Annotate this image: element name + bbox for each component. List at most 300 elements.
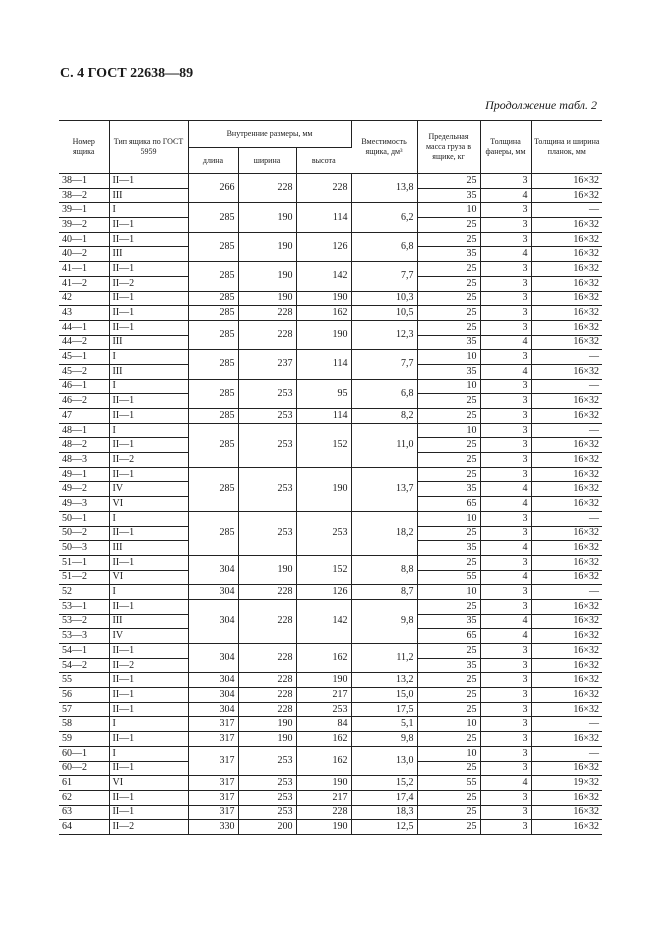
box-number-cell: 39—1 [59,203,109,218]
width-cell: 190 [238,232,296,261]
box-number-cell: 44—1 [59,320,109,335]
slat-size-cell: 16×32 [531,761,602,776]
length-cell: 317 [188,746,238,775]
plywood-cell: 4 [480,614,531,629]
width-cell: 190 [238,717,296,732]
box-number-cell: 53—3 [59,629,109,644]
height-cell: 162 [296,732,351,747]
width-cell: 228 [238,306,296,321]
height-cell: 190 [296,320,351,349]
height-cell: 152 [296,423,351,467]
max-mass-cell: 25 [417,761,480,776]
max-mass-cell: 25 [417,291,480,306]
table-row [59,232,602,247]
plywood-cell: 3 [480,174,531,189]
box-type-cell: II—1 [109,644,188,659]
table-row [59,379,602,394]
plywood-cell: 3 [480,732,531,747]
plywood-cell: 3 [480,276,531,291]
length-cell: 317 [188,732,238,747]
plywood-cell: 3 [480,644,531,659]
plywood-cell: 3 [480,555,531,570]
slat-size-cell: 16×32 [531,702,602,717]
max-mass-cell: 25 [417,276,480,291]
box-type-cell: II—1 [109,174,188,189]
plywood-cell: 3 [480,203,531,218]
box-number-cell: 59 [59,732,109,747]
box-number-cell: 61 [59,776,109,791]
max-mass-cell: 10 [417,203,480,218]
table-row [59,820,602,835]
max-mass-cell: 35 [417,482,480,497]
box-number-cell: 46—1 [59,379,109,394]
width-cell: 228 [238,320,296,349]
plywood-cell: 3 [480,320,531,335]
slat-size-cell: 16×32 [531,570,602,585]
max-mass-cell: 35 [417,614,480,629]
box-type-cell: I [109,585,188,600]
slat-size-cell: 16×32 [531,644,602,659]
box-type-cell: I [109,350,188,365]
max-mass-cell: 25 [417,790,480,805]
table-row [59,702,602,717]
box-number-cell: 45—2 [59,364,109,379]
max-mass-cell: 25 [417,306,480,321]
box-number-cell: 40—2 [59,247,109,262]
box-number-cell: 49—2 [59,482,109,497]
plywood-cell: 3 [480,658,531,673]
height-cell: 217 [296,790,351,805]
width-cell: 253 [238,746,296,775]
slat-size-cell: 16×32 [531,805,602,820]
slat-size-cell: 16×32 [531,820,602,835]
box-type-cell: II—2 [109,820,188,835]
slat-size-cell: 16×32 [531,541,602,556]
slat-size-cell: 16×32 [531,188,602,203]
max-mass-cell: 55 [417,776,480,791]
box-number-cell: 44—2 [59,335,109,350]
slat-size-cell: 16×32 [531,497,602,512]
max-mass-cell: 65 [417,629,480,644]
height-cell: 114 [296,350,351,379]
length-cell: 304 [188,673,238,688]
box-number-cell: 63 [59,805,109,820]
table-row [59,320,602,335]
plywood-cell: 3 [480,702,531,717]
box-type-cell: II—1 [109,702,188,717]
slat-size-cell: 16×32 [531,335,602,350]
box-type-cell: II—1 [109,438,188,453]
plywood-cell: 4 [480,629,531,644]
table-row [59,688,602,703]
box-type-cell: II—1 [109,790,188,805]
box-type-cell: III [109,614,188,629]
box-number-cell: 53—2 [59,614,109,629]
box-number-cell: 54—1 [59,644,109,659]
height-cell: 152 [296,555,351,584]
max-mass-cell: 25 [417,673,480,688]
page-header: С. 4 ГОСТ 22638—89 [60,66,194,81]
width-cell: 253 [238,379,296,408]
plywood-cell: 4 [480,776,531,791]
box-type-cell: II—1 [109,320,188,335]
capacity-cell: 6,8 [351,379,417,408]
capacity-cell: 8,8 [351,555,417,584]
table-row [59,732,602,747]
length-cell: 285 [188,350,238,379]
box-type-cell: II—1 [109,526,188,541]
box-number-cell: 50—3 [59,541,109,556]
box-type-cell: VI [109,570,188,585]
slat-size-cell: — [531,423,602,438]
slat-size-cell: 16×32 [531,732,602,747]
box-number-cell: 45—1 [59,350,109,365]
length-cell: 285 [188,262,238,291]
plywood-cell: 3 [480,790,531,805]
plywood-cell: 3 [480,673,531,688]
box-type-cell: II—1 [109,761,188,776]
capacity-cell: 9,8 [351,732,417,747]
header-box-number: Номер ящика [59,121,109,174]
box-number-cell: 43 [59,306,109,321]
box-number-cell: 64 [59,820,109,835]
max-mass-cell: 10 [417,717,480,732]
max-mass-cell: 25 [417,467,480,482]
width-cell: 190 [238,732,296,747]
box-number-cell: 55 [59,673,109,688]
plywood-cell: 3 [480,306,531,321]
box-number-cell: 51—1 [59,555,109,570]
capacity-cell: 12,3 [351,320,417,349]
box-number-cell: 62 [59,790,109,805]
table-row [59,423,602,438]
max-mass-cell: 55 [417,570,480,585]
box-number-cell: 50—2 [59,526,109,541]
length-cell: 285 [188,232,238,261]
max-mass-cell: 25 [417,732,480,747]
max-mass-cell: 35 [417,335,480,350]
slat-size-cell: 16×32 [531,688,602,703]
box-type-cell: III [109,364,188,379]
box-number-cell: 51—2 [59,570,109,585]
height-cell: 95 [296,379,351,408]
box-type-cell: II—1 [109,688,188,703]
box-type-cell: VI [109,497,188,512]
table-row [59,409,602,424]
width-cell: 237 [238,350,296,379]
table-row [59,350,602,365]
capacity-cell: 18,2 [351,511,417,555]
slat-size-cell: 16×32 [531,790,602,805]
plywood-cell: 4 [480,364,531,379]
width-cell: 253 [238,776,296,791]
box-type-cell: VI [109,776,188,791]
slat-size-cell: 16×32 [531,394,602,409]
slat-size-cell: 16×32 [531,364,602,379]
length-cell: 285 [188,423,238,467]
max-mass-cell: 25 [417,438,480,453]
max-mass-cell: 65 [417,497,480,512]
box-number-cell: 46—2 [59,394,109,409]
slat-size-cell: — [531,511,602,526]
slat-size-cell: 16×32 [531,174,602,189]
plywood-cell: 4 [480,335,531,350]
slat-size-cell: 19×32 [531,776,602,791]
height-cell: 190 [296,673,351,688]
box-number-cell: 41—1 [59,262,109,277]
box-number-cell: 49—3 [59,497,109,512]
box-number-cell: 47 [59,409,109,424]
height-cell: 228 [296,805,351,820]
length-cell: 285 [188,511,238,555]
width-cell: 200 [238,820,296,835]
box-number-cell: 41—2 [59,276,109,291]
width-cell: 253 [238,790,296,805]
length-cell: 266 [188,174,238,203]
box-number-cell: 57 [59,702,109,717]
box-type-cell: II—1 [109,467,188,482]
width-cell: 190 [238,203,296,232]
slat-size-cell: 16×32 [531,320,602,335]
plywood-cell: 3 [480,526,531,541]
table-row [59,746,602,761]
table-row [59,174,602,189]
height-cell: 162 [296,746,351,775]
box-type-cell: III [109,541,188,556]
length-cell: 285 [188,467,238,511]
length-cell: 285 [188,291,238,306]
box-type-cell: III [109,247,188,262]
width-cell: 228 [238,585,296,600]
height-cell: 190 [296,467,351,511]
header-capacity: Вместимость ящика, дм³ [351,121,417,174]
max-mass-cell: 25 [417,820,480,835]
box-number-cell: 49—1 [59,467,109,482]
slat-size-cell: 16×32 [531,482,602,497]
table-row [59,306,602,321]
length-cell: 285 [188,409,238,424]
table-row [59,467,602,482]
plywood-cell: 3 [480,746,531,761]
max-mass-cell: 35 [417,541,480,556]
max-mass-cell: 25 [417,805,480,820]
table-row [59,790,602,805]
capacity-cell: 18,3 [351,805,417,820]
plywood-cell: 3 [480,438,531,453]
capacity-cell: 13,8 [351,174,417,203]
box-number-cell: 38—1 [59,174,109,189]
header-width: ширина [238,148,296,174]
width-cell: 253 [238,423,296,467]
table-row [59,585,602,600]
slat-size-cell: 16×32 [531,232,602,247]
box-type-cell: II—2 [109,658,188,673]
length-cell: 330 [188,820,238,835]
plywood-cell: 3 [480,350,531,365]
plywood-cell: 3 [480,467,531,482]
max-mass-cell: 10 [417,423,480,438]
capacity-cell: 6,8 [351,232,417,261]
box-type-cell: II—1 [109,394,188,409]
max-mass-cell: 25 [417,599,480,614]
length-cell: 317 [188,805,238,820]
box-number-cell: 42 [59,291,109,306]
box-type-cell: III [109,188,188,203]
plywood-cell: 3 [480,805,531,820]
box-type-cell: II—1 [109,232,188,247]
height-cell: 126 [296,232,351,261]
width-cell: 190 [238,262,296,291]
plywood-cell: 4 [480,497,531,512]
box-type-cell: II—1 [109,555,188,570]
table-body [59,174,602,835]
height-cell: 253 [296,702,351,717]
box-type-cell: III [109,335,188,350]
capacity-cell: 11,0 [351,423,417,467]
length-cell: 285 [188,379,238,408]
table-row [59,673,602,688]
capacity-cell: 10,5 [351,306,417,321]
plywood-cell: 3 [480,585,531,600]
slat-size-cell: — [531,379,602,394]
slat-size-cell: 16×32 [531,218,602,233]
header-inner-dimensions: Внутренние размеры, мм [188,121,351,148]
plywood-cell: 3 [480,511,531,526]
header-max-mass: Предельная масса груза в ящике, кг [417,121,480,174]
plywood-cell: 3 [480,820,531,835]
box-number-cell: 48—1 [59,423,109,438]
width-cell: 253 [238,511,296,555]
capacity-cell: 7,7 [351,262,417,291]
table-row [59,776,602,791]
box-number-cell: 60—2 [59,761,109,776]
capacity-cell: 8,7 [351,585,417,600]
length-cell: 304 [188,644,238,673]
box-number-cell: 48—3 [59,453,109,468]
max-mass-cell: 25 [417,409,480,424]
max-mass-cell: 10 [417,585,480,600]
capacity-cell: 5,1 [351,717,417,732]
box-number-cell: 50—1 [59,511,109,526]
slat-size-cell: — [531,585,602,600]
slat-size-cell: — [531,203,602,218]
box-type-cell: II—1 [109,599,188,614]
box-type-cell: I [109,746,188,761]
table-row [59,511,602,526]
box-type-cell: I [109,379,188,394]
length-cell: 304 [188,702,238,717]
header-length: длина [188,148,238,174]
max-mass-cell: 10 [417,746,480,761]
table-row [59,717,602,732]
width-cell: 253 [238,409,296,424]
width-cell: 228 [238,174,296,203]
height-cell: 228 [296,174,351,203]
plywood-cell: 3 [480,232,531,247]
box-type-cell: II—2 [109,453,188,468]
max-mass-cell: 25 [417,320,480,335]
capacity-cell: 13,2 [351,673,417,688]
slat-size-cell: 16×32 [531,438,602,453]
slat-size-cell: 16×32 [531,614,602,629]
length-cell: 304 [188,555,238,584]
box-number-cell: 53—1 [59,599,109,614]
table-row [59,262,602,277]
plywood-cell: 3 [480,218,531,233]
slat-size-cell: 16×32 [531,599,602,614]
table-row [59,203,602,218]
plywood-cell: 3 [480,409,531,424]
max-mass-cell: 35 [417,188,480,203]
plywood-cell: 4 [480,247,531,262]
plywood-cell: 3 [480,379,531,394]
height-cell: 162 [296,306,351,321]
height-cell: 217 [296,688,351,703]
box-type-cell: II—1 [109,805,188,820]
slat-size-cell: 16×32 [531,526,602,541]
table-row [59,599,602,614]
capacity-cell: 17,5 [351,702,417,717]
plywood-cell: 4 [480,570,531,585]
max-mass-cell: 25 [417,644,480,659]
box-number-cell: 39—2 [59,218,109,233]
box-number-cell: 58 [59,717,109,732]
slat-size-cell: — [531,717,602,732]
capacity-cell: 13,7 [351,467,417,511]
plywood-cell: 3 [480,453,531,468]
box-type-cell: IV [109,629,188,644]
box-type-cell: IV [109,482,188,497]
table-row [59,644,602,659]
max-mass-cell: 25 [417,702,480,717]
plywood-cell: 3 [480,291,531,306]
max-mass-cell: 25 [417,174,480,189]
max-mass-cell: 35 [417,658,480,673]
length-cell: 317 [188,717,238,732]
height-cell: 162 [296,644,351,673]
slat-size-cell: 16×32 [531,247,602,262]
plywood-cell: 3 [480,599,531,614]
box-type-cell: II—1 [109,732,188,747]
width-cell: 228 [238,673,296,688]
height-cell: 114 [296,203,351,232]
max-mass-cell: 10 [417,511,480,526]
slat-size-cell: 16×32 [531,306,602,321]
slat-size-cell: 16×32 [531,409,602,424]
table-row [59,805,602,820]
height-cell: 253 [296,511,351,555]
height-cell: 142 [296,262,351,291]
box-type-cell: II—1 [109,673,188,688]
box-type-cell: II—1 [109,218,188,233]
height-cell: 190 [296,820,351,835]
length-cell: 304 [188,688,238,703]
width-cell: 228 [238,599,296,643]
capacity-cell: 11,2 [351,644,417,673]
max-mass-cell: 10 [417,379,480,394]
slat-size-cell: 16×32 [531,291,602,306]
capacity-cell: 8,2 [351,409,417,424]
length-cell: 304 [188,599,238,643]
height-cell: 84 [296,717,351,732]
box-type-cell: I [109,203,188,218]
length-cell: 285 [188,306,238,321]
max-mass-cell: 25 [417,262,480,277]
capacity-cell: 6,2 [351,203,417,232]
capacity-cell: 10,3 [351,291,417,306]
box-type-cell: II—2 [109,276,188,291]
max-mass-cell: 25 [417,555,480,570]
